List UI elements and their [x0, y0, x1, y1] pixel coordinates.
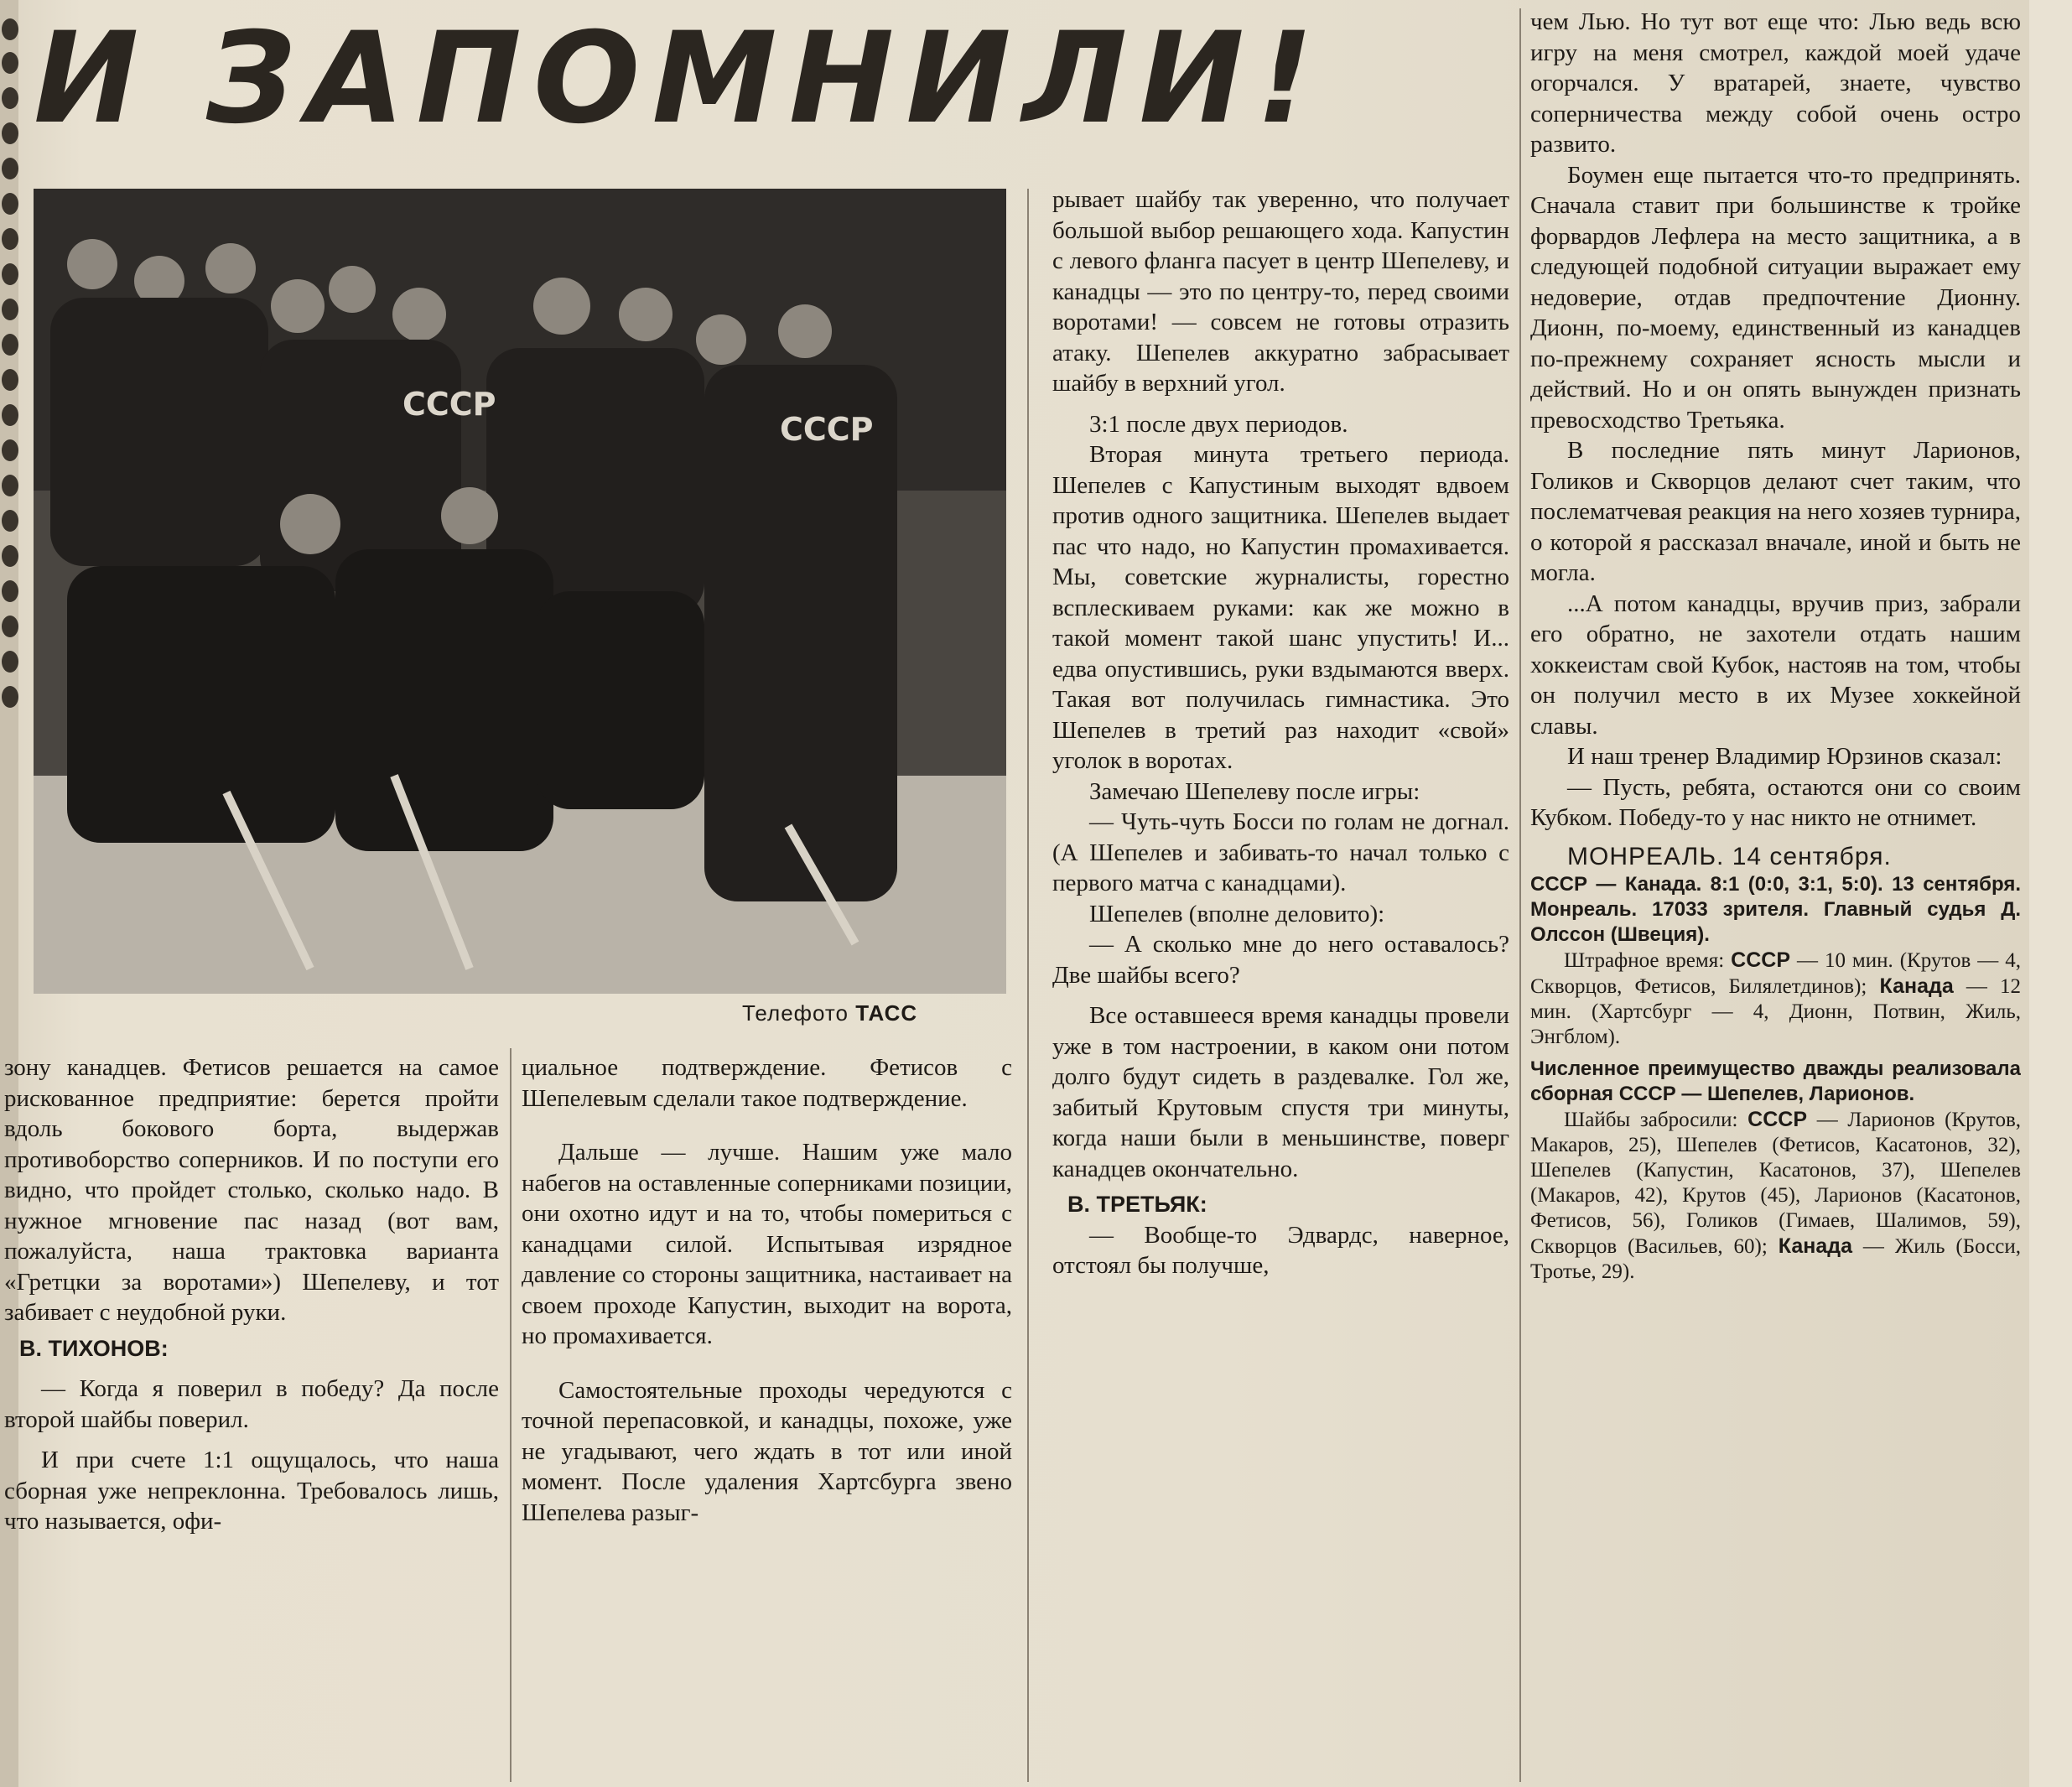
column-divider [1519, 8, 1521, 1782]
team-name: СССР [1731, 948, 1790, 972]
paragraph: Замечаю Шепелеву после игры: [1089, 777, 1420, 805]
paragraph: циальное подтверждение. Фетисов с Шепелевым сделали такое подтверждение. [522, 1054, 1012, 1112]
penalty-summary [1530, 948, 2021, 1050]
speaker-name: В. ТИХОНОВ: [19, 1335, 169, 1361]
paragraph: чем Лью. Но тут вот еще что: Лью ведь всю игру на меня смотрел, каждой моей удаче огорчался. У вратарей, знаете, чувство соперничества между собой очень остро развито. [1530, 8, 2021, 158]
team-name: СССР [1747, 1108, 1808, 1131]
team-photo-image [34, 189, 1006, 994]
binding-ring-icon [2, 404, 18, 426]
binding-ring-icon [2, 475, 18, 496]
penalty-ussr: — 10 мин. (Крутов — 4, Скворцов, Фетисов, Билялетдинов); [1530, 949, 2021, 998]
article-column-2 [522, 1052, 1012, 1782]
photo-caption [742, 1000, 1010, 1029]
article-column-3 [1052, 184, 1509, 1786]
paragraph: Самостоятельные проходы чередуются с точной перепасовкой, и канадцы, похоже, уже не угадывают, чего ждать в тот или иной момент. После удаления Хартсбурга звено Шепелева разыг- [522, 1376, 1012, 1526]
column-divider [1027, 189, 1029, 1782]
binding-ring-icon [2, 87, 18, 109]
binding-ring-icon [2, 193, 18, 215]
paragraph: — Когда я поверил в победу? Да после второй шайбы поверил. [4, 1375, 499, 1433]
penalty-label: Штрафное время: [1564, 949, 1725, 972]
binding-ring-icon [2, 580, 18, 602]
paragraph: ...А потом канадцы, вручив приз, забрали его обратно, не захотели отдать нашим хоккеистам свой Кубок, настояв на том, чтобы он получил место в их Музее хоккейной славы. [1530, 590, 2021, 740]
scorers-ussr: — Ларионов (Крутов, Макаров, 25), Шепелев (Фетисов, Касатонов, 32), Шепелев (Капустин, Касатонов, 37), Шепелев (Макаров, 42), Крутов (45), Ларионов (Касатонов, Фетисов, 56), Голиков (Гимаев, Шалимов, 59), Скворцов (Васильев, 60); [1530, 1109, 2021, 1258]
paragraph: И наш тренер Владимир Юрзинов сказал: [1567, 743, 2002, 770]
binding-ring-icon [2, 545, 18, 567]
paragraph: — А сколько мне до него оставалось? Две шайбы всего? [1052, 931, 1509, 989]
binding-ring-icon [2, 263, 18, 285]
binding-ring-icon [2, 122, 18, 144]
article-column-1 [4, 1052, 499, 1782]
binding-ring-icon [2, 369, 18, 391]
caption-prefix: Телефото [742, 1000, 849, 1026]
scorers-canada: — Жиль (Босси, Тротье, 29). [1530, 1235, 2021, 1283]
paragraph: зону канадцев. Фетисов решается на самое рискованное предприятие: берется пройти вдоль бокового борта, выдержав противоборство соперников. И по поступи его видно, что пройдет столько, сколько надо. В нужное мгновение пас назад (вот вам, пожалуйста, наша трактовка варианта «Гретцки за воротами») Шепелеву, и тот забивает с неудобной руки. [4, 1054, 499, 1326]
team-name: Канада [1879, 974, 1954, 998]
binding-ring-icon [2, 228, 18, 250]
binding-ring-icon [2, 686, 18, 708]
paragraph: Шепелев (вполне деловито): [1089, 900, 1385, 927]
scorers-label: Шайбы забросили: [1564, 1109, 1738, 1131]
column-divider [510, 1048, 512, 1782]
paragraph: — Чуть-чуть Босси по голам не догнал. (А Шепелев и забивать-то начал только с первого матча с канадцами). [1052, 808, 1509, 896]
jersey-text: СССР [780, 411, 874, 448]
binding-ring-icon [2, 439, 18, 461]
paragraph: Все оставшееся время канадцы провели уже в том настроении, в каком они потом долго будут сидеть в раздевалке. Гол же, забитый Крутовым спустя три минуты, когда наши были в меньшинстве, поверг канадцев окончательно. [1052, 1002, 1509, 1182]
paragraph: Дальше — лучше. Нашим уже мало набегов на оставленные соперниками позиции, они охотно идут и на то, чтобы помериться с канадцами силой. Испытывая изрядное давление со стороны защитника, настаивает на своем проходе Капустин, выходит на ворота, но промахивается. [522, 1139, 1012, 1349]
caption-agency: ТАСС [855, 1000, 918, 1026]
penalty-canada: — 12 мин. (Хартсбург — 4, Дионн, Потвин, Жиль, Энгблом). [1530, 975, 2021, 1048]
paragraph: 3:1 после двух периодов. [1089, 410, 1348, 438]
article-headline: И ЗАПОМНИЛИ! [34, 12, 1326, 146]
team-name: Канада [1778, 1234, 1852, 1258]
paragraph: — Вообще-то Эдвардс, наверное, отстоял бы получше, [1052, 1221, 1509, 1279]
paragraph: В последние пять минут Ларионов, Голиков и Скворцов делают счет таким, что послематчевая реакция на него хозяев турнира, о которой я рассказал вначале, иной и быть не могла. [1530, 437, 2021, 586]
report-dateline: МОНРЕАЛЬ. 14 сентября. [1567, 842, 1892, 870]
binding-ring-icon [2, 18, 18, 40]
binding-ring-icon [2, 616, 18, 637]
article-column-4 [1530, 7, 2021, 1784]
binding-ring-icon [2, 158, 18, 179]
paragraph: Вторая минута третьего периода. Шепелев с Капустиным выходят вдвоем против одного защитника. Шепелев выдает пас что надо, но Капустин промахивается. Мы, советские журналисты, горестно всплескиваем руками: как же можно в такой момент такой шанс упустить! И... едва опустившись, руки вздымаются вверх. Такая вот получилась гимнастика. Это Шепелев в третий раз находит «свой» уголок в воротах. [1052, 441, 1509, 774]
paragraph: — Пусть, ребята, остаются они со своим Кубком. Победу-то у нас никто не отнимет. [1530, 773, 2021, 831]
paragraph: И при счете 1:1 ощущалось, что наша сборная уже непреклонна. Требовалось лишь, что называется, офи- [4, 1447, 499, 1535]
team-photo [34, 189, 1006, 994]
paragraph: рывает шайбу так уверенно, что получает большой выбор решающего хода. Капустин с левого фланга пасует в центр Шепелеву, и канадцы — это по центру-то, перед своими воротами! — совсем не готовы отразить атаку. Шепелев аккуратно забрасывает шайбу в верхний угол. [1052, 186, 1509, 397]
powerplay-summary: Численное преимущество дважды реализовала сборная СССР — Шепелев, Ларионов. [1530, 1057, 2021, 1105]
paragraph: Боумен еще пытается что-то предпринять. Сначала ставит при большинстве к тройке форвардов Лефлера на место защитника, а в следующей подобной ситуации выражает ему недоверие, отдав предпочтение Дионну. Дионн, по-моему, единственный из канадцев по-прежнему сохраняет ясность мысли и действий. Но и он опять вынужден признать превосходство Третьяка. [1530, 161, 2021, 434]
speaker-name: В. ТРЕТЬЯК: [1067, 1192, 1207, 1217]
binding-ring-icon [2, 299, 18, 320]
binding-ring-icon [2, 52, 18, 74]
binding-ring-icon [2, 510, 18, 532]
binding-ring-icon [2, 334, 18, 356]
match-result: СССР — Канада. 8:1 (0:0, 3:1, 5:0). 13 сентября. Монреаль. 17033 зрителя. Главный судья Д. Олссон (Швеция). [1530, 873, 2021, 946]
scorers-summary [1530, 1107, 2021, 1285]
jersey-text: СССР [402, 386, 496, 423]
binding-ring-icon [2, 651, 18, 673]
